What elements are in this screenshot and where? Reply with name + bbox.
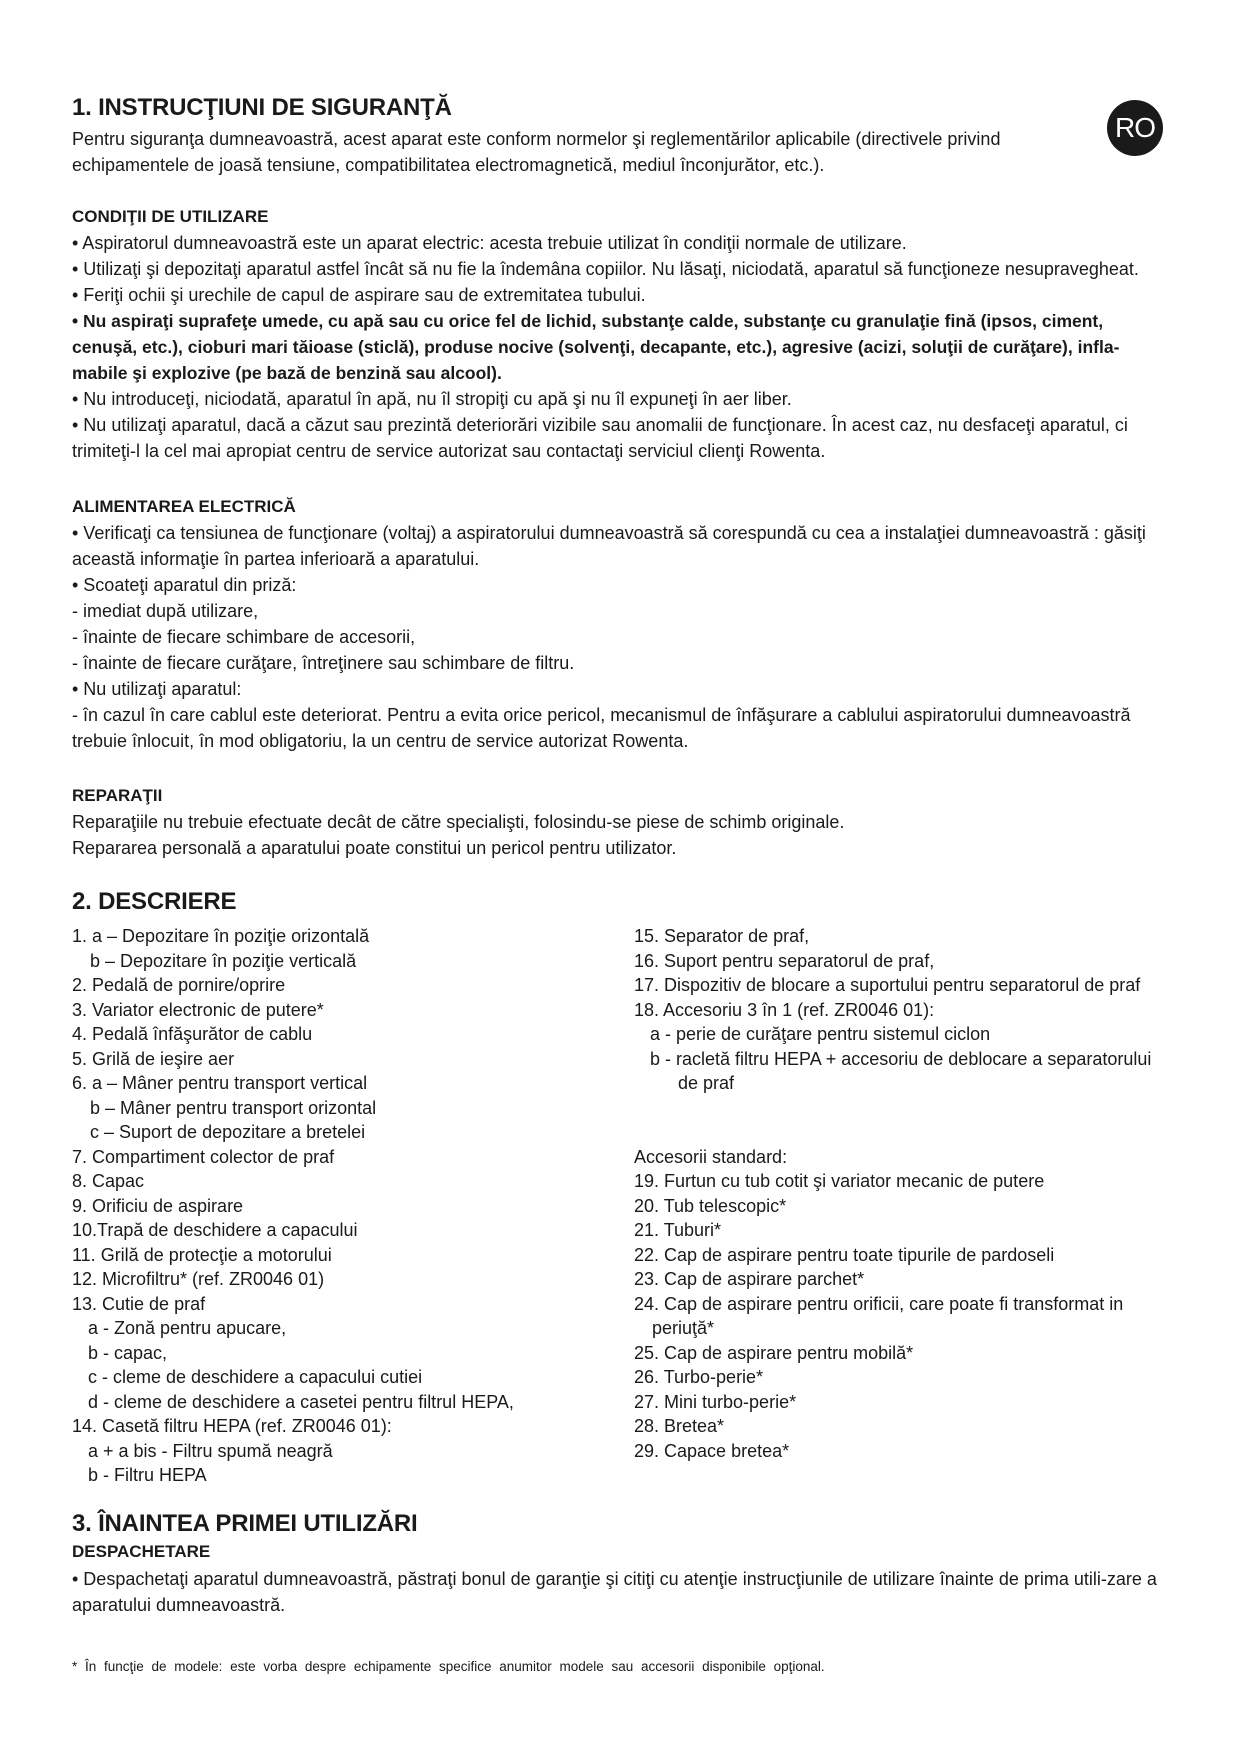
- part-item: 19. Furtun cu tub cotit şi variator mecanic de putere: [634, 1171, 1045, 1191]
- part-subitem-continued: de praf: [678, 1073, 735, 1093]
- power-list: [72, 520, 1172, 754]
- repairs-line: Repararea personală a aparatului poate constitui un pericol pentru utilizator.: [72, 838, 677, 858]
- part-item: 24. Cap de aspirare pentru orificii, care poate fi transformat in: [634, 1293, 1124, 1314]
- part-item: 6. a – Mâner pentru transport vertical: [72, 1073, 368, 1093]
- power-item: - înainte de fiecare schimbare de accesorii,: [72, 627, 416, 647]
- section-2-title: 2. DESCRIERE: [72, 888, 237, 915]
- part-item: 21. Tuburi*: [634, 1220, 722, 1240]
- part-subitem: b - racletă filtru HEPA + accesoriu de deblocare a separatorului: [650, 1048, 1152, 1069]
- part-subitem: a - perie de curăţare pentru sistemul ciclon: [650, 1024, 991, 1044]
- power-heading: ALIMENTAREA ELECTRICĂ: [72, 497, 296, 516]
- conditions-item: • Feriţi ochii şi urechile de capul de aspirare sau de extremitatea tubului.: [72, 285, 646, 305]
- power-item: - imediat după utilizare,: [72, 601, 259, 621]
- description-right-column: [634, 924, 1174, 1463]
- part-item: 10.Trapă de deschidere a capacului: [72, 1220, 358, 1240]
- part-item: 28. Bretea*: [634, 1416, 725, 1436]
- part-item: 2. Pedală de pornire/oprire: [72, 975, 286, 995]
- repairs-heading: REPARAŢII: [72, 786, 163, 805]
- part-item-continued: periuţă*: [652, 1318, 715, 1338]
- language-badge: RO: [1107, 100, 1163, 156]
- part-item: 20. Tub telescopic*: [634, 1195, 787, 1216]
- part-subitem: b – Depozitare în poziţie verticală: [90, 950, 357, 971]
- part-item: 17. Dispozitiv de blocare a suportului pentru separatorul de praf: [634, 975, 1141, 995]
- conditions-heading: CONDIŢII DE UTILIZARE: [72, 207, 269, 226]
- part-item: 1. a – Depozitare în poziţie orizontală: [72, 926, 370, 946]
- part-item: 26. Turbo-perie*: [634, 1367, 764, 1387]
- part-item: 14. Casetă filtru HEPA (ref. ZR0046 01):: [72, 1416, 392, 1436]
- part-item: 8. Capac: [72, 1171, 145, 1191]
- part-item: 9. Orificiu de aspirare: [72, 1195, 244, 1216]
- part-item: 25. Cap de aspirare pentru mobilă*: [634, 1342, 914, 1363]
- part-item: 11. Grilă de protecţie a motorului: [72, 1244, 332, 1265]
- description-left-column: [72, 924, 632, 1488]
- part-subitem: b - capac,: [88, 1342, 168, 1363]
- power-item: • Scoateţi aparatul din priză:: [72, 575, 297, 595]
- part-item: 22. Cap de aspirare pentru toate tipurile de pardoseli: [634, 1244, 1055, 1265]
- part-item: 12. Microfiltru* (ref. ZR0046 01): [72, 1269, 325, 1289]
- part-item: 16. Suport pentru separatorul de praf,: [634, 950, 935, 971]
- part-item: 4. Pedală înfăşurător de cablu: [72, 1024, 313, 1044]
- power-item: - în cazul în care cablul este deteriorat. Pentru a evita orice pericol, mecanismul de înfăşurare a cablului aspiratorului dumneavoastră trebuie înlocuit, în mod obligatoriu, la un centru de service autorizat Rowenta.: [72, 705, 1131, 751]
- part-subitem: b - Filtru HEPA: [88, 1465, 207, 1485]
- part-item: 3. Variator electronic de putere*: [72, 999, 324, 1020]
- standard-accessories-label: Accesorii standard:: [634, 1146, 788, 1167]
- power-item: • Nu utilizaţi aparatul:: [72, 679, 242, 699]
- part-subitem: d - cleme de deschidere a casetei pentru filtrul HEPA,: [88, 1391, 514, 1412]
- power-item: • Verificaţi ca tensiunea de funcţionare (voltaj) a aspiratorului dumneavoastră să corespundă cu cea a instalaţiei dumneavoastră : găsiţi această informaţie în partea inferioară a aparatului.: [72, 523, 1146, 569]
- part-subitem: b – Mâner pentru transport orizontal: [90, 1097, 377, 1118]
- part-item: 15. Separator de praf,: [634, 926, 810, 946]
- spacer: [634, 1096, 1174, 1145]
- unpack-text: • Despachetaţi aparatul dumneavoastră, păstraţi bonul de garanţie şi citiţi cu atenţie instrucţiunile de utilizare înainte de prima utili-zare a aparatului dumneavoastră.: [72, 1569, 1157, 1615]
- part-subitem: a - Zonă pentru apucare,: [88, 1318, 287, 1338]
- unpack-heading: DESPACHETARE: [72, 1542, 211, 1561]
- conditions-item: • Utilizaţi şi depozitaţi aparatul astfel încât să nu fie la îndemâna copiilor. Nu lăsaţi, niciodată, aparatul să funcţioneze nesupravegheat.: [72, 259, 1139, 279]
- repairs-line: Reparaţiile nu trebuie efectuate decât de către specialişti, folosindu-se piese de schimb originale.: [72, 812, 845, 832]
- part-item: 27. Mini turbo-perie*: [634, 1391, 797, 1412]
- part-item: 7. Compartiment colector de praf: [72, 1146, 335, 1167]
- part-item: 23. Cap de aspirare parchet*: [634, 1269, 865, 1289]
- repairs-text: [72, 809, 1172, 861]
- section-1-intro: Pentru siguranţa dumneavoastră, acest aparat este conform normelor şi reglementărilor aplicabile (directivele privind echipamentele de joasă tensiune, compatibilitatea electromagnetică, mediul înconjurător, etc.).: [72, 129, 1001, 175]
- part-item: 5. Grilă de ieşire aer: [72, 1048, 235, 1069]
- part-item: 13. Cutie de praf: [72, 1293, 206, 1314]
- part-item: 29. Capace bretea*: [634, 1440, 790, 1461]
- part-subitem: c - cleme de deschidere a capacului cutiei: [88, 1367, 423, 1387]
- part-subitem: c – Suport de depozitare a bretelei: [90, 1122, 366, 1142]
- conditions-item: • Nu introduceţi, niciodată, aparatul în apă, nu îl stropiţi cu apă şi nu îl expuneţi în aer liber.: [72, 389, 792, 409]
- conditions-item: • Nu utilizaţi aparatul, dacă a căzut sau prezintă deteriorări vizibile sau anomalii de funcţionare. În acest caz, nu desfaceţi aparatul, ci trimiteţi-l la cel mai apropiat centru de service autorizat sau contactaţi serviciul clienţi Rowenta.: [72, 415, 1128, 461]
- section-1-title: 1. INSTRUCŢIUNI DE SIGURANŢĂ: [72, 94, 452, 121]
- conditions-warning: • Nu aspiraţi suprafeţe umede, cu apă sau cu orice fel de lichid, substanţe calde, substanţe cu granulaţie fină (ipsos, ciment, cenuşă, etc.), cioburi mari tăioase (sticlă), produse nocive (solvenţi, decapante, etc.), agresive (acizi, soluţii de curăţare), infla-mabile şi explozive (pe bază de benzină sau alcool).: [72, 311, 1120, 383]
- footnote: * În funcţie de modele: este vorba despre echipamente specifice anumitor modele sau accesorii disponibile opţional.: [72, 1659, 825, 1674]
- section-3-title: 3. ÎNAINTEA PRIMEI UTILIZĂRI: [72, 1510, 418, 1537]
- conditions-list: [72, 230, 1172, 464]
- part-item: 18. Accesoriu 3 în 1 (ref. ZR0046 01):: [634, 999, 935, 1020]
- conditions-item: • Aspiratorul dumneavoastră este un aparat electric: acesta trebuie utilizat în condiţii normale de utilizare.: [72, 233, 907, 253]
- power-item: - înainte de fiecare curăţare, întreţinere sau schimbare de filtru.: [72, 653, 575, 673]
- part-subitem: a + a bis - Filtru spumă neagră: [88, 1440, 333, 1461]
